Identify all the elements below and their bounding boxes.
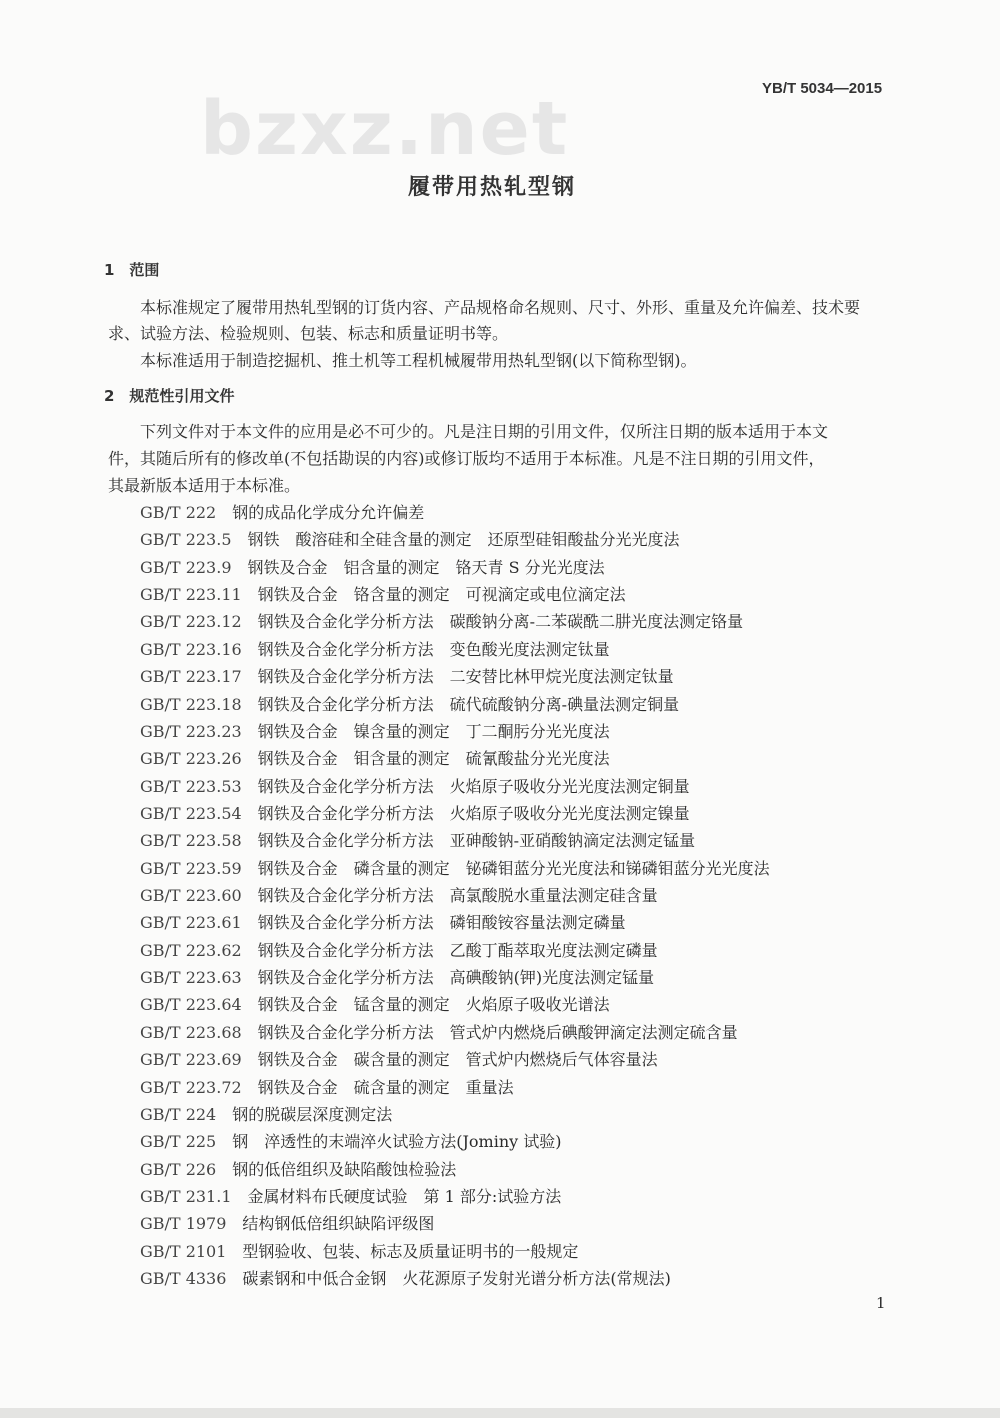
reference-title: 钢铁及合金化学分析方法 碳酸钠分离-二苯碳酰二肼光度法测定铬量 (257, 612, 744, 632)
paragraph-line: 其最新版本适用于本标准。 (108, 476, 301, 495)
paragraph-line: 求、试验方法、检验规则、包装、标志和质量证明书等。 (108, 324, 509, 343)
reference-title: 钢铁及合金化学分析方法 高氯酸脱水重量法测定硅含量 (257, 886, 658, 906)
page-number: 1 (876, 1294, 886, 1312)
reference-item (140, 584, 626, 605)
paragraph-line: 本标准规定了履带用热轧型钢的订货内容、产品规格命名规则、尺寸、外形、重量及允许偏差、技术要 (140, 298, 861, 317)
reference-item (140, 666, 674, 687)
reference-title: 碳素钢和中低合金钢 火花源原子发射光谱分析方法(常规法) (242, 1269, 671, 1289)
reference-code: GB/T 223.68 (140, 1022, 242, 1042)
reference-code: GB/T 224 (140, 1104, 217, 1124)
reference-item (140, 694, 679, 715)
reference-item (140, 502, 424, 523)
reference-code: GB/T 223.16 (140, 639, 242, 659)
reference-code: GB/T 223.53 (140, 776, 242, 796)
reference-title: 型钢验收、包装、标志及质量证明书的一般规定 (242, 1241, 579, 1261)
reference-title: 钢铁及合金 铬含量的测定 可视滴定或电位滴定法 (257, 585, 626, 605)
reference-code: GB/T 223.62 (140, 940, 242, 960)
reference-title: 钢 淬透性的末端淬火试验方法(Jominy 试验) (232, 1132, 562, 1152)
reference-title: 钢铁及合金 铝含量的测定 铬天青 S 分光光度法 (247, 557, 605, 577)
reference-item (140, 529, 680, 550)
reference-title: 钢铁及合金 锰含量的测定 火焰原子吸收光谱法 (257, 995, 610, 1015)
reference-item (140, 1077, 514, 1098)
reference-item (140, 639, 610, 660)
reference-code: GB/T 1979 (140, 1214, 227, 1234)
reference-title: 钢铁及合金化学分析方法 变色酸光度法测定钛量 (257, 639, 610, 659)
reference-code: GB/T 223.61 (140, 913, 242, 933)
reference-item (140, 940, 658, 961)
reference-title: 钢铁及合金化学分析方法 磷钼酸铵容量法测定磷量 (257, 913, 626, 933)
reference-code: GB/T 223.26 (140, 749, 242, 769)
reference-item (140, 721, 610, 742)
reference-code: GB/T 223.60 (140, 886, 242, 906)
reference-code: GB/T 223.23 (140, 721, 242, 741)
reference-code: GB/T 225 (140, 1132, 217, 1152)
reference-code: GB/T 223.69 (140, 1050, 242, 1070)
section-heading-normative-references: 2 规范性引用文件 (104, 387, 235, 405)
section-heading-scope: 1 范围 (104, 261, 160, 279)
reference-code: GB/T 231.1 (140, 1187, 232, 1206)
reference-item (140, 1186, 561, 1207)
reference-title: 钢铁及合金化学分析方法 管式炉内燃烧后碘酸钾滴定法测定硫含量 (257, 1022, 738, 1042)
document-title: 履带用热轧型钢 (408, 175, 577, 200)
paragraph-line: 本标准适用于制造挖掘机、推土机等工程机械履带用热轧型钢(以下简称型钢)。 (140, 351, 697, 370)
reference-title: 钢铁及合金化学分析方法 亚砷酸钠-亚硝酸钠滴定法测定锰量 (257, 831, 696, 851)
paragraph-line: 件，其随后所有的修改单(不包括勘误的内容)或修订版均不适用于本标准。凡是不注日期的引用文件， (108, 449, 825, 468)
reference-title: 钢铁及合金 磷含量的测定 铋磷钼蓝分光光度法和锑磷钼蓝分光光度法 (257, 858, 770, 878)
reference-title: 金属材料布氏硬度试验 第 1 部分:试验方法 (247, 1187, 562, 1206)
reference-code: GB/T 223.59 (140, 858, 242, 878)
reference-item (140, 1241, 578, 1262)
reference-item (140, 1159, 456, 1180)
reference-title: 结构钢低倍组织缺陷评级图 (242, 1214, 435, 1234)
reference-title: 钢铁及合金化学分析方法 硫代硫酸钠分离-碘量法测定铜量 (257, 694, 680, 714)
reference-code: GB/T 223.63 (140, 968, 242, 988)
reference-title: 钢铁及合金 镍含量的测定 丁二酮肟分光光度法 (257, 721, 610, 741)
reference-code: GB/T 223.17 (140, 667, 242, 687)
reference-code: GB/T 223.64 (140, 995, 242, 1015)
reference-item (140, 830, 695, 851)
reference-code: GB/T 223.58 (140, 831, 242, 851)
standard-number: YB/T 5034—2015 (762, 80, 883, 97)
reference-item (140, 1022, 738, 1043)
reference-code: GB/T 223.72 (140, 1077, 242, 1097)
reference-title: 钢铁及合金化学分析方法 二安替比林甲烷光度法测定钛量 (257, 667, 674, 687)
reference-title: 钢的成品化学成分允许偏差 (232, 503, 425, 522)
reference-code: GB/T 223.18 (140, 694, 242, 714)
reference-title: 钢铁 酸溶硅和全硅含量的测定 还原型硅钼酸盐分光光度法 (247, 530, 680, 550)
reference-code: GB/T 2101 (140, 1241, 227, 1261)
reference-item (140, 611, 743, 632)
reference-code: GB/T 223.11 (140, 585, 242, 605)
reference-code: GB/T 226 (140, 1159, 217, 1179)
reference-item (140, 1049, 658, 1070)
reference-title: 钢的脱碳层深度测定法 (232, 1104, 393, 1124)
reference-title: 钢铁及合金 硫含量的测定 重量法 (257, 1077, 514, 1097)
reference-item (140, 994, 610, 1015)
reference-item (140, 885, 658, 906)
reference-code: GB/T 223.54 (140, 803, 242, 823)
reference-item (140, 858, 770, 879)
reference-item (140, 1268, 671, 1289)
reference-item (140, 912, 626, 933)
page-bottom-edge (0, 1408, 1000, 1418)
reference-item (140, 776, 690, 797)
reference-code: GB/T 222 (140, 503, 217, 522)
reference-item (140, 1131, 562, 1152)
reference-item (140, 748, 610, 769)
reference-code: GB/T 223.12 (140, 612, 242, 632)
reference-title: 钢铁及合金化学分析方法 火焰原子吸收分光光度法测定镍量 (257, 803, 690, 823)
reference-code: GB/T 223.5 (140, 530, 232, 550)
reference-code: GB/T 223.9 (140, 557, 232, 577)
reference-title: 钢铁及合金化学分析方法 乙酸丁酯萃取光度法测定磷量 (257, 940, 658, 960)
reference-item (140, 557, 605, 578)
reference-item (140, 1213, 434, 1234)
reference-title: 钢的低倍组织及缺陷酸蚀检验法 (232, 1159, 457, 1179)
paragraph-line: 下列文件对于本文件的应用是必不可少的。凡是注日期的引用文件，仅所注日期的版本适用于本文 (140, 422, 829, 441)
reference-title: 钢铁及合金 碳含量的测定 管式炉内燃烧后气体容量法 (257, 1050, 658, 1070)
reference-item (140, 967, 654, 988)
reference-title: 钢铁及合金化学分析方法 高碘酸钠(钾)光度法测定锰量 (257, 968, 655, 988)
watermark: bzxz.net (200, 86, 570, 172)
reference-title: 钢铁及合金 钼含量的测定 硫氰酸盐分光光度法 (257, 749, 610, 769)
reference-item (140, 1104, 392, 1125)
reference-code: GB/T 4336 (140, 1269, 227, 1289)
reference-item (140, 803, 690, 824)
reference-title: 钢铁及合金化学分析方法 火焰原子吸收分光光度法测定铜量 (257, 776, 690, 796)
